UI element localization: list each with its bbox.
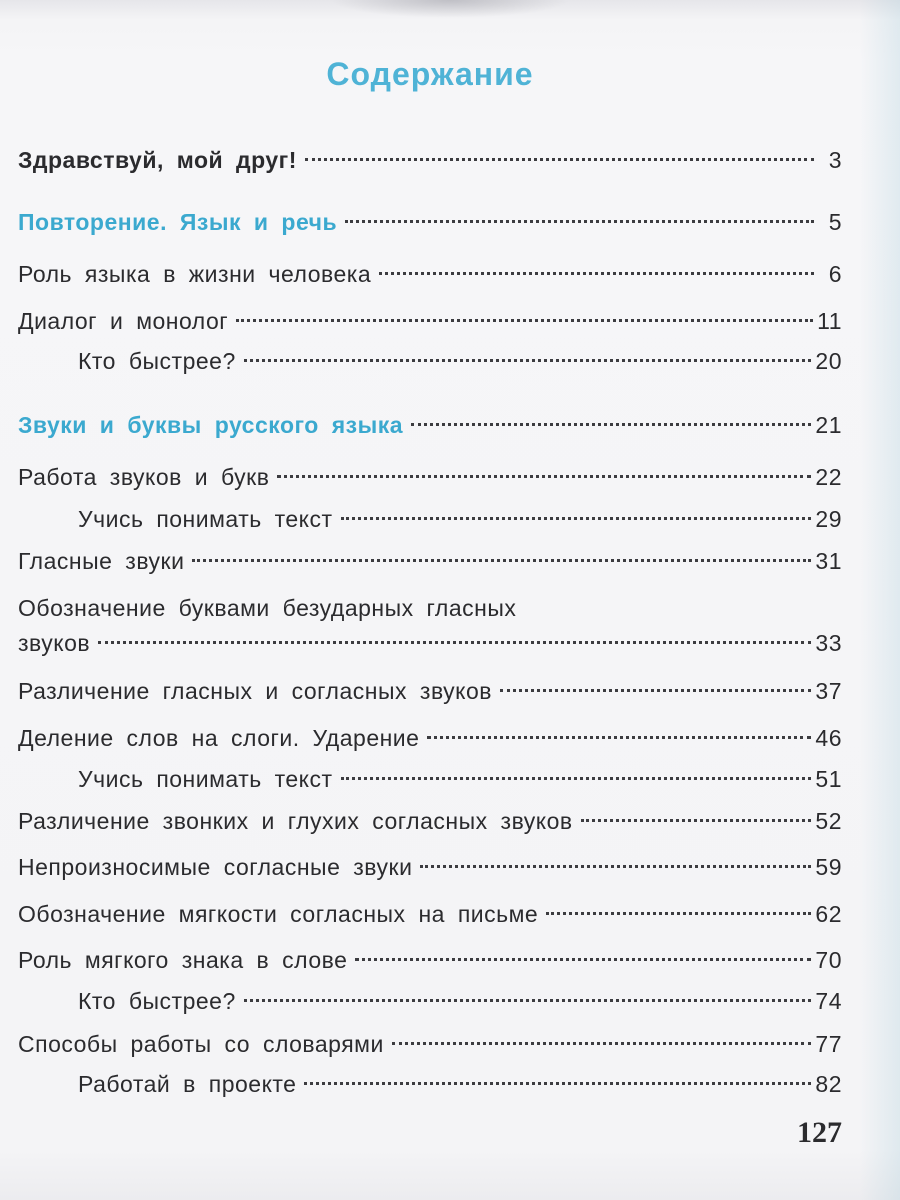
dot-leader: [420, 865, 811, 868]
toc-entry-title: Непроизносимые согласные звуки: [18, 854, 413, 880]
dot-leader: [244, 999, 812, 1002]
toc-entry-page: 22: [815, 464, 842, 490]
toc-entry-title: Кто быстрее?: [78, 988, 236, 1014]
toc-entry: [18, 676, 842, 706]
toc-entry: [18, 546, 842, 576]
toc-entry-title: Обозначение мягкости согласных на письме: [18, 901, 539, 927]
toc-section-heading: [18, 207, 842, 237]
toc-entry: [18, 462, 842, 492]
toc-entry-page: 46: [815, 725, 842, 751]
toc-entry-page: 33: [815, 630, 842, 656]
toc-entry-page: 82: [815, 1071, 842, 1097]
toc-subentry: [78, 504, 842, 534]
dot-leader: [277, 475, 811, 478]
toc-entry: [18, 852, 842, 882]
toc-entry-page: 62: [815, 901, 842, 927]
toc-entry-title: Здравствуй, мой друг!: [18, 147, 297, 173]
dot-leader: [192, 559, 811, 562]
toc-subentry: [78, 346, 842, 376]
toc-entry-page: 6: [828, 261, 842, 287]
toc-entry-page: 77: [815, 1031, 842, 1057]
dot-leader: [236, 319, 813, 322]
toc-entry: [18, 1029, 842, 1059]
dot-leader: [355, 958, 811, 961]
toc-entry-title: Деление слов на слоги. Ударение: [18, 725, 420, 751]
toc-entry-title: Учись понимать текст: [78, 766, 333, 792]
dot-leader: [427, 736, 811, 739]
toc-entry: [18, 806, 842, 836]
toc-entry: [18, 945, 842, 975]
toc-entry-page: 21: [815, 412, 842, 438]
toc-entry-page: 51: [815, 766, 842, 792]
toc-entry: [18, 145, 842, 175]
toc-entry-title-line1: Обозначение буквами безударных гласных: [18, 595, 517, 621]
toc-entry-title: Различение гласных и согласных звуков: [18, 678, 492, 704]
toc-entry-title: Работа звуков и букв: [18, 464, 270, 490]
toc-subentry: [78, 986, 842, 1016]
dot-leader: [500, 689, 811, 692]
toc-entry-title: Различение звонких и глухих согласных звуков: [18, 808, 573, 834]
dot-leader: [341, 517, 812, 520]
dot-leader: [392, 1042, 812, 1045]
toc-entry-page: 52: [815, 808, 842, 834]
toc-entry-title: Повторение. Язык и речь: [18, 209, 338, 235]
toc-entry-page: 20: [815, 348, 842, 374]
toc-entry-page: 31: [815, 548, 842, 574]
toc-subentry: [78, 1069, 842, 1099]
toc-entry-page: 3: [828, 147, 842, 173]
page-number: 127: [797, 1116, 842, 1149]
toc-entry: [18, 259, 842, 289]
dot-leader: [411, 423, 811, 426]
dot-leader: [379, 272, 814, 275]
toc-entry: [18, 723, 842, 753]
toc-entry-title: Звуки и буквы русского языка: [18, 412, 404, 438]
toc-entry: [18, 628, 842, 658]
toc-entry-page: 11: [817, 308, 842, 334]
page-title: Содержание: [326, 56, 534, 92]
dot-leader: [98, 641, 811, 644]
toc-entry: [18, 899, 842, 929]
toc-entry-title: звуков: [18, 630, 91, 656]
toc-entry-title: Диалог и монолог: [18, 308, 229, 334]
toc-entry-title: Роль мягкого знака в слове: [18, 947, 348, 973]
dot-leader: [304, 1082, 811, 1085]
toc-entry-page: 74: [815, 988, 842, 1014]
toc-entry-title: Гласные звуки: [18, 548, 185, 574]
toc-entry-title: Работай в проекте: [78, 1071, 297, 1097]
dot-leader: [546, 912, 811, 915]
toc-entry-page: 70: [815, 947, 842, 973]
dot-leader: [581, 819, 812, 822]
dot-leader: [244, 359, 812, 362]
toc-entry: [18, 306, 842, 336]
dot-leader: [341, 777, 812, 780]
toc-section-heading: [18, 410, 842, 440]
toc-entry-title: Учись понимать текст: [78, 506, 333, 532]
toc-entry-title: Кто быстрее?: [78, 348, 236, 374]
toc-entry-page: 59: [815, 854, 842, 880]
toc-entry-title: Роль языка в жизни человека: [18, 261, 372, 287]
dot-leader: [305, 158, 814, 161]
toc-entry-page: 29: [815, 506, 842, 532]
toc-entry-page: 5: [828, 209, 842, 235]
toc-entry-title: Способы работы со словарями: [18, 1031, 384, 1057]
toc-subentry: [78, 764, 842, 794]
dot-leader: [345, 220, 814, 223]
toc-entry-page: 37: [815, 678, 842, 704]
